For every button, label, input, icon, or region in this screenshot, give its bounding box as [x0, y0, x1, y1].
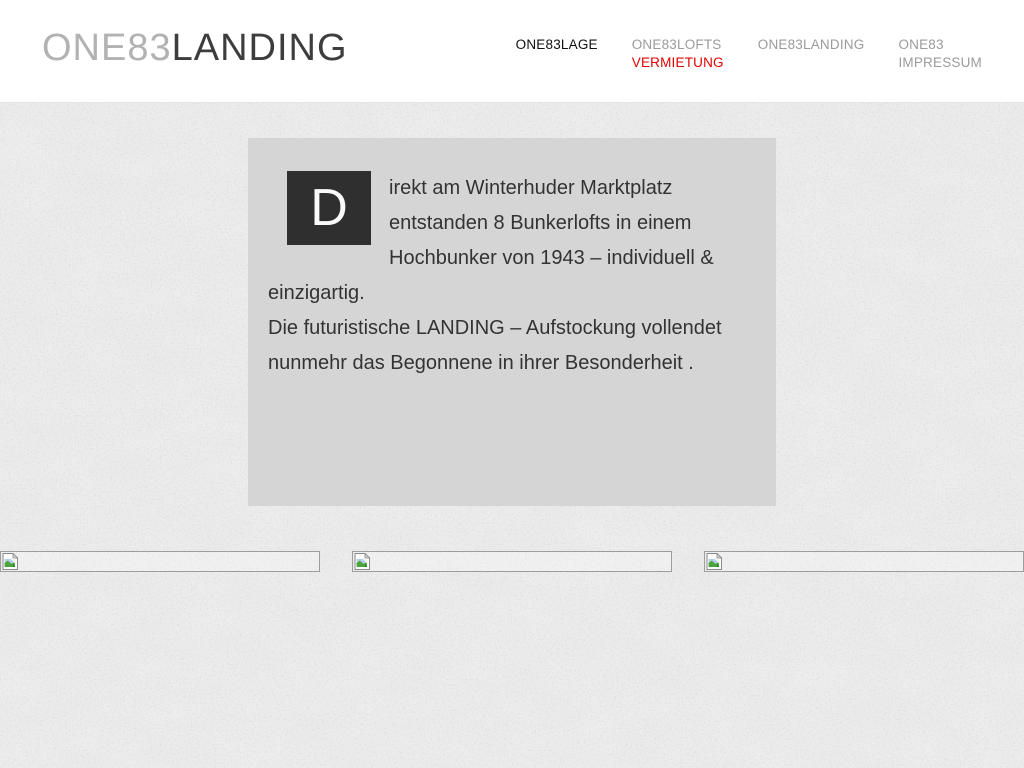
nav-item-lage-label: ONE83LAGE — [515, 37, 598, 52]
nav-item-vermietung-label: VERMIETUNG — [631, 55, 724, 70]
nav-item-lage[interactable] — [516, 36, 598, 102]
logo-primary: ONE83 — [42, 27, 172, 69]
intro-paragraph-2: Die futuristische LANDING – Aufstockung vollendet nunmehr das Begonnene in ihrer Besonderheit . — [268, 317, 722, 374]
nav-item-landing[interactable] — [758, 36, 865, 102]
image-placeholder[interactable] — [704, 551, 1024, 572]
nav-item-impressum-label-2: IMPRESSUM — [898, 55, 982, 70]
broken-image-icon — [354, 553, 371, 570]
broken-image-icon — [2, 553, 19, 570]
nav-item-lofts-label: ONE83LOFTS — [631, 37, 722, 52]
dropcap-d: D — [287, 171, 371, 245]
intro-paragraph-1: irekt am Winterhuder Marktplatz entstanden 8 Bunkerlofts in einem Hochbunker von 1943 – individuell & einzigartig. — [268, 177, 714, 304]
nav-item-impressum-label-1: ONE83 — [898, 37, 944, 52]
broken-image-icon — [706, 553, 723, 570]
nav-item-landing-label: ONE83LANDING — [757, 37, 865, 52]
main-nav — [516, 36, 982, 102]
logo-secondary: LANDING — [171, 27, 348, 69]
nav-item-lofts-vermietung[interactable] — [632, 36, 724, 102]
site-header — [0, 0, 1024, 103]
site-logo[interactable] — [42, 29, 348, 102]
image-placeholder[interactable] — [352, 551, 672, 572]
nav-item-impressum[interactable] — [898, 36, 982, 102]
image-gallery-row — [0, 551, 1024, 572]
image-placeholder[interactable] — [0, 551, 320, 572]
intro-panel — [248, 138, 776, 506]
